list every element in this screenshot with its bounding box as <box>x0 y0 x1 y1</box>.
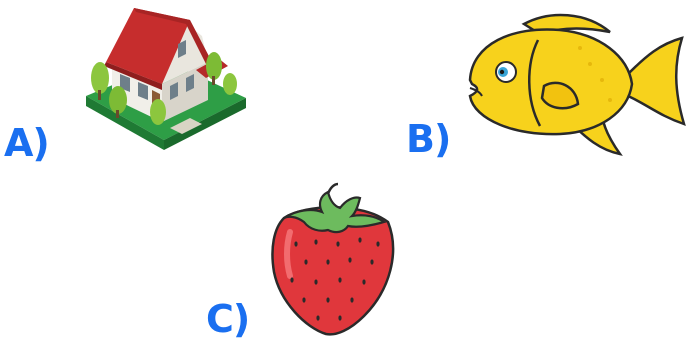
option-b-label: B) <box>406 117 451 161</box>
option-c-label: C) <box>206 297 250 341</box>
house-picture <box>78 0 250 156</box>
fish-picture <box>460 4 689 164</box>
option-a-label: A) <box>4 121 49 165</box>
fish-icon <box>460 4 689 164</box>
strawberry-picture <box>266 182 402 340</box>
house-icon <box>78 0 250 156</box>
strawberry-icon <box>266 182 402 340</box>
